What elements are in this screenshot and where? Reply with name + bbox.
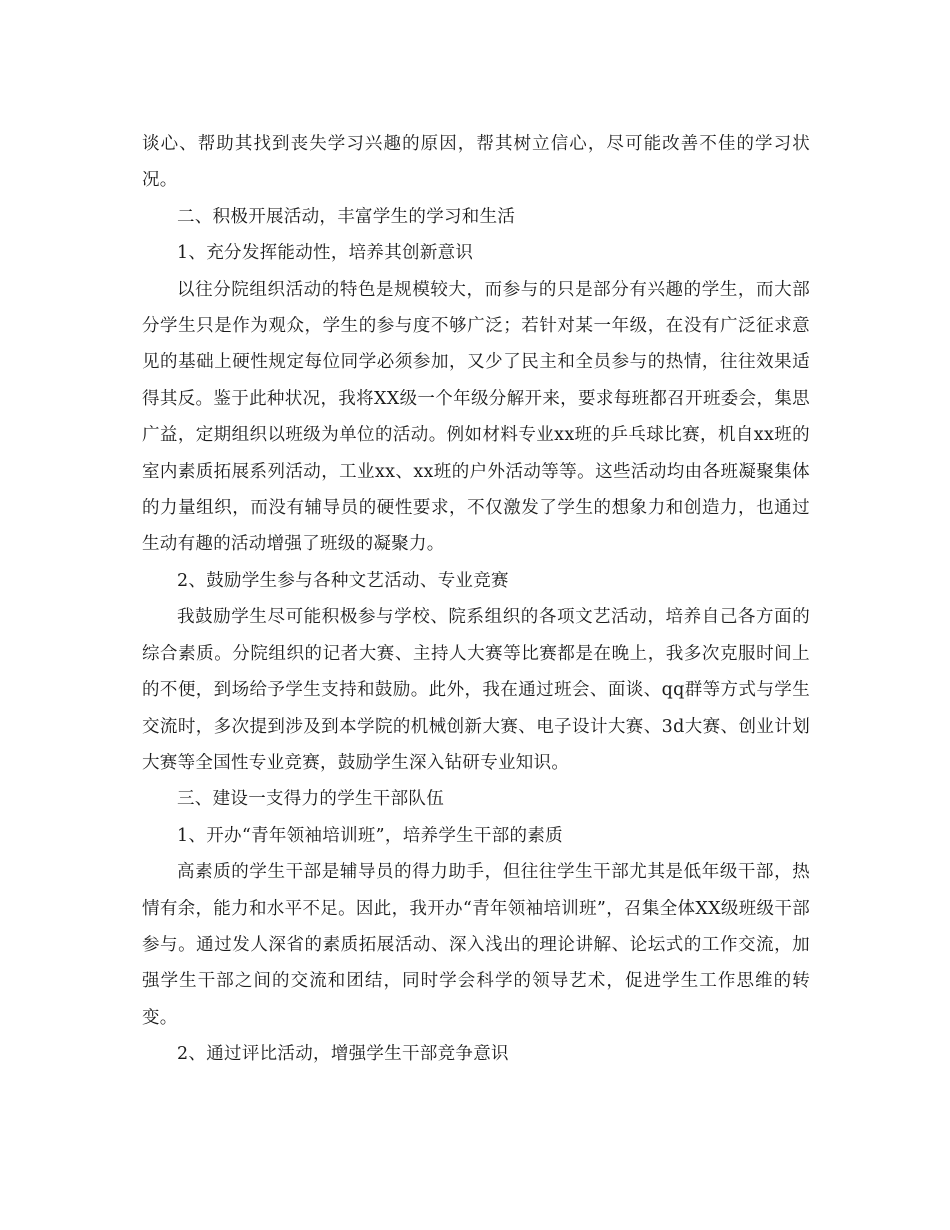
subsection-heading-3-1: 1、开办“青年领袖培训班”，培养学生干部的素质 [177, 825, 563, 846]
section-heading-3: 三、建设一支得力的学生干部队伍 [177, 789, 444, 810]
paragraph-training: 高素质的学生干部是辅导员的得力助手，但往往学生干部尤其是低年级干部，热情有余，能力和水平不足。因此，我开办“青年领袖培训班”，召集全体XX级班级干部参与。通过发人深省的素质拓展活动、深入浅出的理论讲解、论坛式的工作交流，加强学生干部之间的交流和团结，同时学会科学的领导艺术，促进学生工作思维的转变。 [142, 862, 810, 1028]
paragraph-continuation: 谈心、帮助其找到丧失学习兴趣的原因，帮其树立信心，尽可能改善不佳的学习状况。 [142, 134, 810, 191]
subsection-heading-2-2: 2、鼓励学生参与各种文艺活动、专业竞赛 [177, 570, 509, 591]
paragraph-competitions: 我鼓励学生尽可能积极参与学校、院系组织的各项文艺活动，培养自己各方面的综合素质。分院组织的记者大赛、主持人大赛等比赛都是在晚上，我多次克服时间上的不便，到场给予学生支持和鼓励。此外，我在通过班会、面谈、qq群等方式与学生交流时，多次提到涉及到本学院的机械创新大赛、电子设计大赛、3d大赛、创业计划大赛等全国性专业竞赛，鼓励学生深入钻研专业知识。 [142, 607, 810, 773]
section-heading-2: 二、积极开展活动，丰富学生的学习和生活 [177, 206, 516, 227]
document-body [142, 126, 810, 1073]
paragraph-activities: 以往分院组织活动的特色是规模较大，而参与的只是部分有兴趣的学生，而大部分学生只是作为观众，学生的参与度不够广泛；若针对某一年级，在没有广泛征求意见的基础上硬性规定每位同学必须参加，又少了民主和全员参与的热情，往往效果适得其反。鉴于此种状况，我将XX级一个年级分解开来，要求每班都召开班委会，集思广益，定期组织以班级为单位的活动。例如材料专业xx班的乒乓球比赛，机自xx班的室内素质拓展系列活动，工业xx、xx班的户外活动等等。这些活动均由各班凝聚集体的力量组织，而没有辅导员的硬性要求，不仅激发了学生的想象力和创造力，也通过生动有趣的活动增强了班级的凝聚力。 [142, 279, 810, 555]
subsection-heading-3-2: 2、通过评比活动，增强学生干部竞争意识 [177, 1044, 509, 1065]
subsection-heading-2-1: 1、充分发挥能动性，培养其创新意识 [177, 243, 474, 264]
